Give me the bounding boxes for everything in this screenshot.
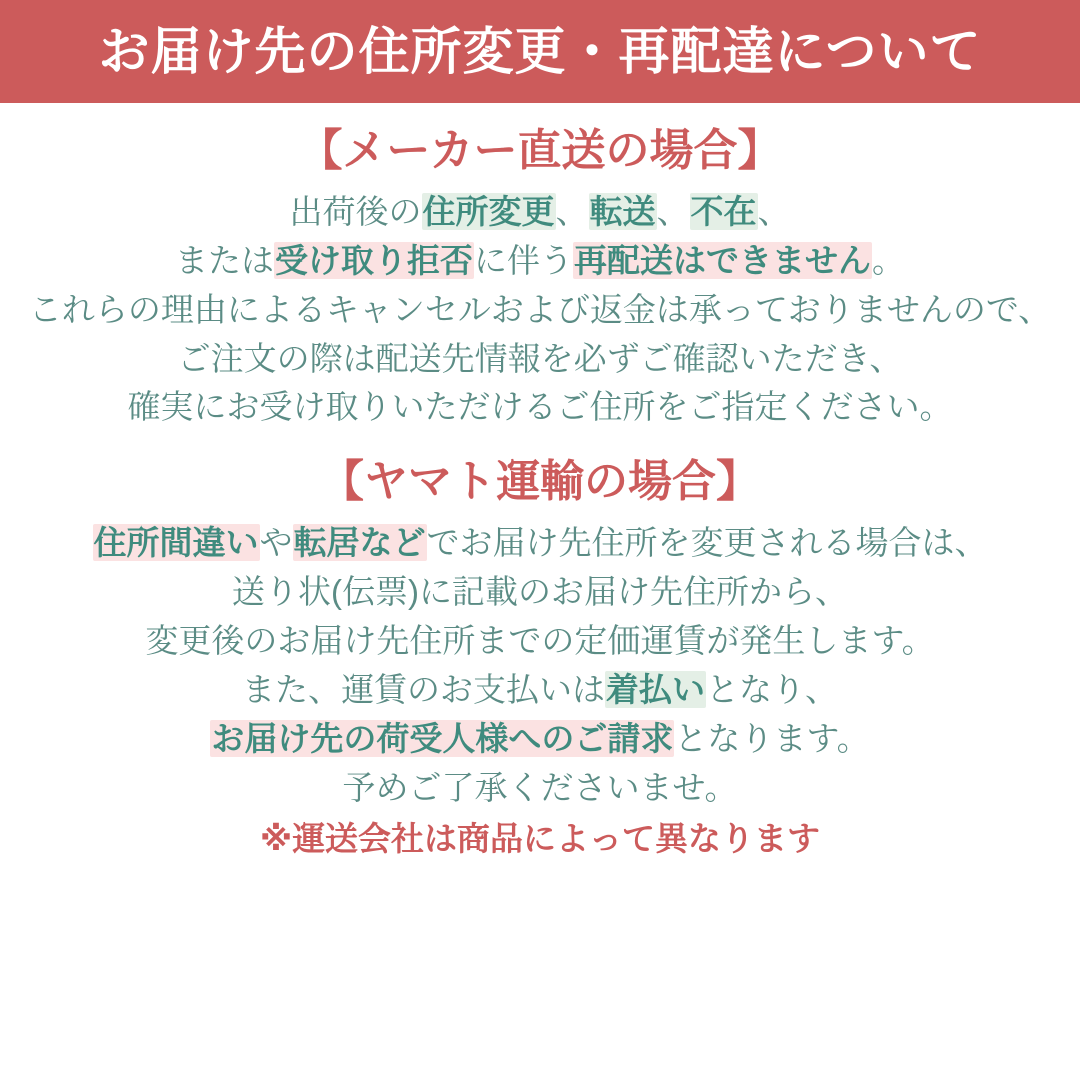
notice-line [128, 384, 953, 431]
notice-line [175, 238, 905, 285]
notice-line [93, 520, 988, 567]
text-fragment: 送り状(伝票)に記載のお届け先住所から、 [232, 573, 848, 611]
notice-line [145, 618, 934, 665]
footer-note: ※運送会社は商品によって異なります [259, 820, 821, 858]
text-fragment: 、 [757, 193, 791, 230]
notice-line [242, 667, 838, 714]
highlight-fragment: 着払い [606, 670, 705, 708]
notice-line [178, 336, 903, 383]
highlight-fragment: 転送 [589, 193, 656, 230]
text-fragment: 予めご了承くださいませ。 [342, 768, 738, 806]
text-fragment: 出荷後の [289, 193, 422, 230]
text-fragment: 、 [656, 193, 690, 230]
text-fragment: これらの理由によるキャンセルおよび返金は承っておりませんので、 [28, 290, 1052, 328]
page-banner [0, 0, 1080, 103]
text-fragment: または [175, 241, 274, 279]
highlight-fragment: 不在 [690, 193, 757, 230]
text-fragment: 確実にお受け取りいただけるご住所をご指定ください。 [127, 388, 953, 426]
highlight-fragment: 住所間違い [93, 524, 259, 562]
notice-line [232, 569, 848, 616]
highlight-fragment: 転居など [293, 524, 426, 562]
notice-line [342, 765, 737, 812]
section-heading-yamato: 【ヤマト運輸の場合】 [320, 457, 760, 507]
highlight-fragment: 住所変更 [422, 193, 555, 230]
notice-line [29, 287, 1051, 334]
text-fragment: に伴う [474, 241, 573, 279]
text-fragment: となり、 [706, 670, 838, 708]
page-title: お届け先の住所変更・再配達について [98, 23, 982, 80]
text-fragment: 変更後のお届け先住所までの定価運賃が発生します。 [145, 622, 935, 660]
notice-line [210, 716, 869, 763]
highlight-fragment: お届け先の荷受人様へのご請求 [211, 719, 674, 757]
text-fragment: となります。 [674, 719, 870, 757]
text-fragment: 、 [555, 193, 589, 230]
notice-body [0, 103, 1080, 1080]
section-heading-maker-direct: 【メーカー直送の場合】 [298, 126, 782, 175]
notice-line [290, 189, 791, 236]
text-fragment: や [259, 524, 293, 562]
text-fragment: でお届け先住所を変更される場合は、 [426, 524, 988, 562]
highlight-fragment: 受け取り拒否 [275, 241, 473, 279]
highlight-fragment: 再配送はできません [574, 241, 871, 279]
text-fragment: ご注文の際は配送先情報を必ずご確認いただき、 [177, 339, 903, 377]
text-fragment: 。 [872, 241, 905, 279]
text-fragment: また、運賃のお支払いは [242, 670, 605, 708]
